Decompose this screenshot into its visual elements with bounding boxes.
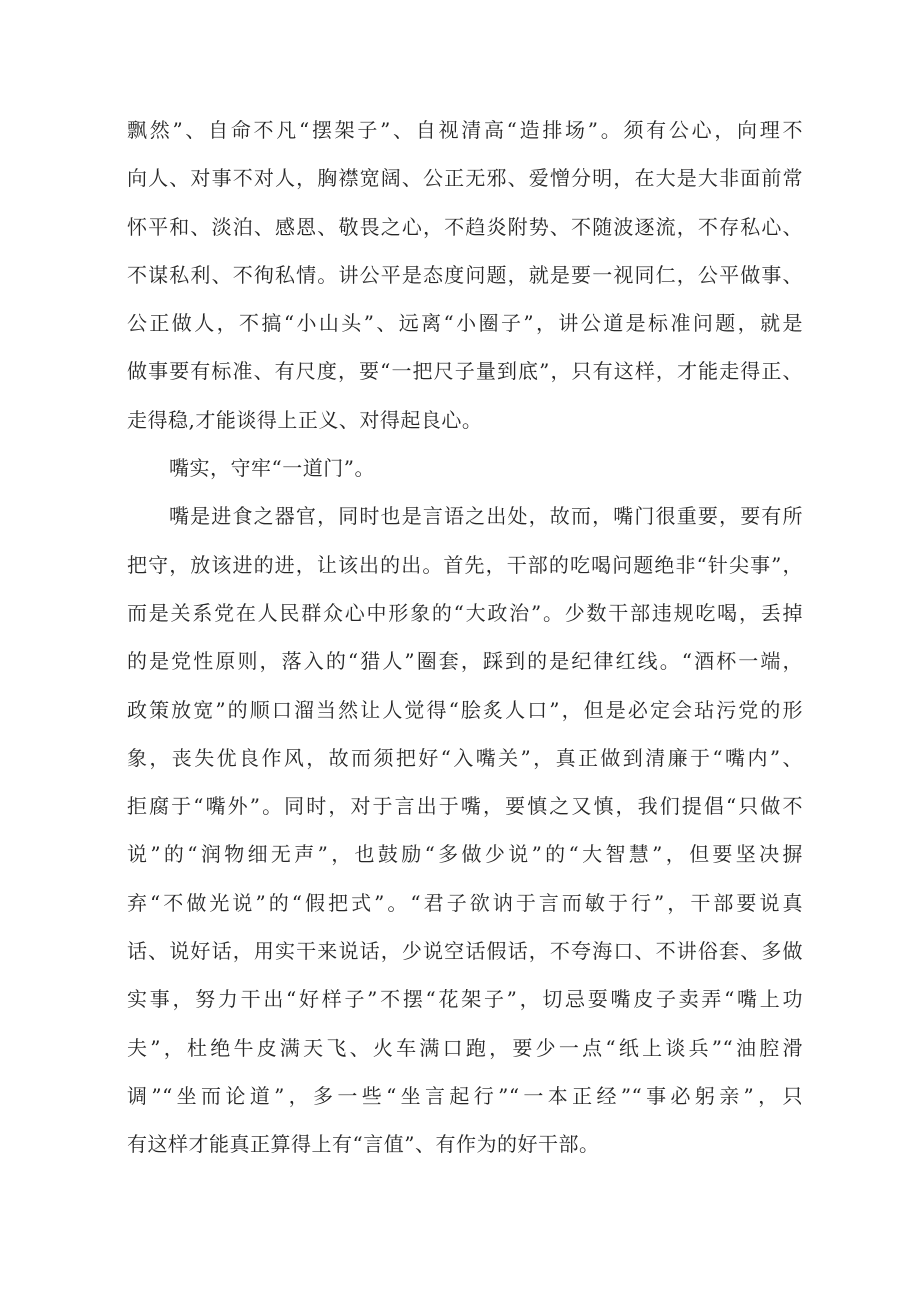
- text-line: 向人、对事不对人，胸襟宽阔、公正无邪、爱憎分明，在大是大非面前常: [127, 166, 803, 191]
- text-line: 而是关系党在人民群众心中形象的“大政治”。少数干部违规吃喝，丢掉: [127, 600, 803, 625]
- text-block: [127, 106, 803, 1169]
- text-line: 嘴是进食之器官，同时也是言语之出处，故而，嘴门很重要，要有所: [169, 504, 803, 529]
- text-line: 嘴实，守牢“一道门”。: [169, 456, 375, 481]
- text-line: 话、说好话，用实干来说话，少说空话假话，不夸海口、不讲俗套、多做: [127, 939, 803, 964]
- text-line: 的是党性原则，落入的“猎人”圈套，踩到的是纪律红线。“酒杯一端，: [127, 649, 803, 674]
- text-line: 说”的“润物细无声”，也鼓励“多做少说”的“大智慧”，但要坚决摒: [127, 842, 803, 867]
- text-line: 有这样才能真正算得上有“言值”、有作为的好干部。: [127, 1132, 600, 1157]
- text-line: 调”“坐而论道”，多一些“坐言起行”“一本正经”“事必躬亲”，只: [127, 1083, 803, 1108]
- text-line: 政策放宽”的顺口溜当然让人觉得“脍炙人口”，但是必定会玷污党的形: [127, 697, 803, 722]
- text-line: 公正做人，不搞“小山头”、远离“小圈子”，讲公道是标准问题，就是: [127, 311, 803, 336]
- text-line: 做事要有标准、有尺度，要“一把尺子量到底”，只有这样，才能走得正、: [127, 359, 803, 384]
- paragraph-continued: [127, 106, 803, 444]
- text-line: 夫”，杜绝牛皮满天飞、火车满口跑，要少一点“纸上谈兵”“油腔滑: [127, 1035, 803, 1060]
- paragraph-body: [127, 492, 803, 1168]
- text-line: 拒腐于“嘴外”。同时，对于言出于嘴，要慎之又慎，我们提倡“只做不: [127, 794, 803, 819]
- text-line: 飘然”、自命不凡“摆架子”、自视清高“造排场”。须有公心，向理不: [127, 118, 803, 142]
- text-line: 走得稳,才能谈得上正义、对得起良心。: [127, 407, 483, 432]
- text-line: 不谋私利、不徇私情。讲公平是态度问题，就是要一视同仁，公平做事、: [127, 262, 803, 287]
- text-line: 实事，努力干出“好样子”不摆“花架子”，切忌耍嘴皮子卖弄“嘴上功: [127, 987, 803, 1012]
- text-line: 象，丧失优良作风，故而须把好“入嘴关”，真正做到清廉于“嘴内”、: [127, 745, 803, 770]
- text-line: 把守，放该进的进，让该出的出。首先，干部的吃喝问题绝非“针尖事”，: [127, 552, 803, 577]
- text-line: 怀平和、淡泊、感恩、敬畏之心，不趋炎附势、不随波逐流，不存私心、: [127, 214, 803, 239]
- paragraph-section-lead: [127, 444, 803, 492]
- text-line: 弃“不做光说”的“假把式”。“君子欲讷于言而敏于行”，干部要说真: [127, 890, 803, 915]
